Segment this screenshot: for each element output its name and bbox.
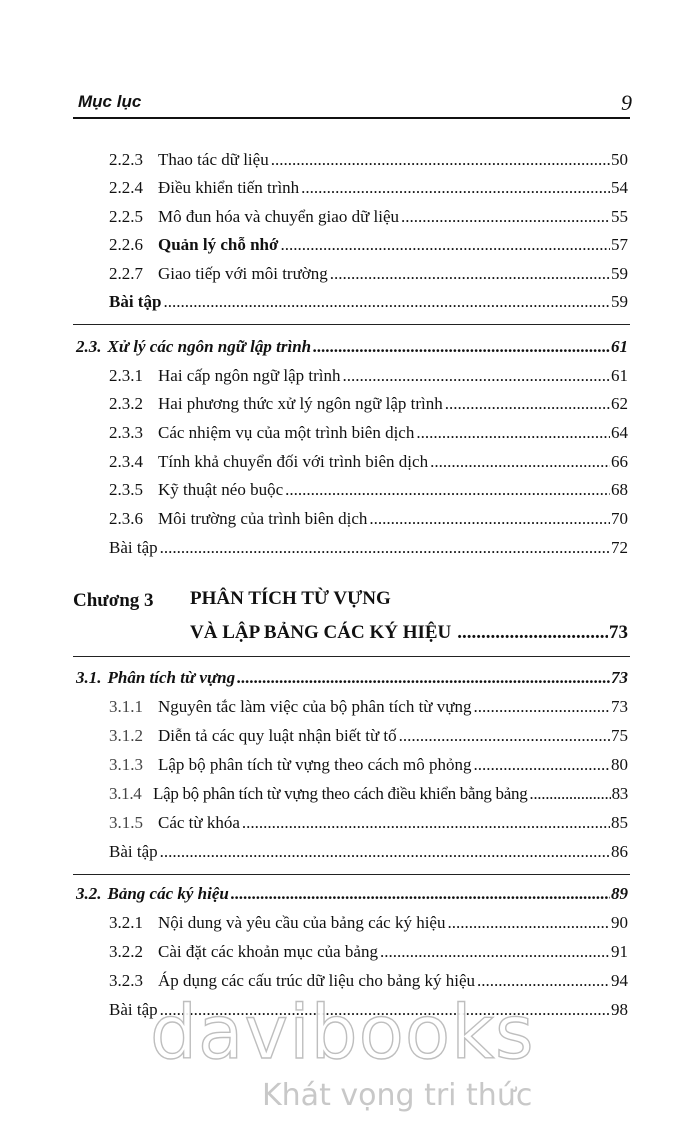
entry-title: Lập bộ phân tích từ vựng theo cách mô phỏng — [158, 755, 472, 774]
toc-section-3-1[interactable] — [76, 668, 628, 688]
entry-title: Kỹ thuật néo buộc — [158, 480, 284, 499]
toc-section-2-3[interactable] — [76, 337, 628, 357]
toc-entry-3-1-1[interactable] — [109, 697, 628, 717]
entry-title: Điều khiển tiến trình — [158, 178, 300, 197]
toc-section-3-2[interactable] — [76, 884, 628, 904]
section-title: Bảng các ký hiệu — [107, 884, 229, 903]
toc-entry-2-2-4[interactable] — [109, 178, 628, 198]
chapter-title-line2[interactable] — [190, 622, 628, 644]
entry-page: 75 — [611, 726, 628, 745]
section-title: Phân tích từ vựng — [107, 668, 236, 687]
entry-page: 86 — [611, 842, 628, 861]
entry-page: 55 — [611, 207, 628, 226]
entry-number: 3.1.4 — [109, 784, 142, 803]
section-page: 89 — [611, 884, 628, 903]
dot-leader — [401, 207, 610, 227]
entry-title: Quản lý chỗ nhớ — [158, 235, 279, 254]
entry-page: 83 — [611, 784, 628, 803]
toc-entry-exercises[interactable] — [109, 292, 628, 312]
toc-entry-3-1-2[interactable] — [109, 726, 628, 746]
toc-entry-3-2-2[interactable] — [109, 942, 628, 962]
section-page: 73 — [611, 668, 628, 687]
entry-page: 98 — [611, 1000, 628, 1019]
entry-page: 90 — [611, 913, 628, 932]
entry-title: Hai phương thức xử lý ngôn ngữ lập trình — [158, 394, 443, 413]
dot-leader — [242, 813, 610, 833]
entry-number: 2.3.5 — [109, 480, 143, 499]
chapter-page: 73 — [609, 622, 628, 643]
section-separator — [73, 324, 630, 325]
entry-page: 62 — [611, 394, 628, 413]
entry-page: 73 — [611, 697, 628, 716]
chapter-title-text: VÀ LẬP BẢNG CÁC KÝ HIỆU — [190, 622, 452, 643]
entry-title: Áp dụng các cấu trúc dữ liệu cho bảng ký hiệu — [158, 971, 475, 990]
dot-leader — [330, 264, 610, 284]
dot-leader — [399, 726, 610, 746]
entry-title: Lập bộ phân tích từ vựng theo cách điều khiển bằng bảng — [153, 784, 528, 803]
section-separator — [73, 656, 630, 657]
toc-entry-2-2-7[interactable] — [109, 264, 628, 284]
watermark-tagline: Khát vọng tri thức — [262, 1078, 533, 1113]
entry-page: 59 — [611, 292, 628, 311]
toc-entry-2-3-3[interactable] — [109, 423, 628, 443]
entry-number: 3.2.1 — [109, 913, 143, 932]
dot-leader — [313, 337, 610, 357]
entry-page: 80 — [611, 755, 628, 774]
toc-entry-exercises[interactable] — [109, 842, 628, 862]
entry-number: 3.1.2 — [109, 726, 143, 745]
dot-leader — [280, 235, 610, 255]
entry-number: 3.1.5 — [109, 813, 143, 832]
section-title: Xử lý các ngôn ngữ lập trình — [107, 337, 312, 356]
dot-leader — [416, 423, 610, 443]
dot-leader — [529, 784, 610, 804]
entry-number: 3.1.1 — [109, 697, 143, 716]
entry-number: 2.3.4 — [109, 452, 143, 471]
toc-entry-3-1-5[interactable] — [109, 813, 628, 833]
chapter-label: Chương 3 — [73, 590, 154, 611]
toc-entry-2-3-4[interactable] — [109, 452, 628, 472]
entry-page: 94 — [611, 971, 628, 990]
toc-entry-2-2-3[interactable] — [109, 150, 628, 170]
dot-leader — [380, 942, 610, 962]
dot-leader — [369, 509, 610, 529]
dot-leader — [163, 292, 610, 312]
entry-title: Nguyên tắc làm việc của bộ phân tích từ vựng — [158, 697, 472, 716]
dot-leader — [447, 913, 610, 933]
dot-leader — [430, 452, 610, 472]
entry-title: Diễn tả các quy luật nhận biết từ tố — [158, 726, 397, 745]
entry-title: Môi trường của trình biên dịch — [158, 509, 368, 528]
entry-number: 2.2.7 — [109, 264, 143, 283]
dot-leader — [237, 668, 610, 688]
dot-leader — [457, 622, 608, 644]
entry-page: 54 — [611, 178, 628, 197]
entry-number: 2.3.3 — [109, 423, 143, 442]
entry-page: 91 — [611, 942, 628, 961]
entry-title: Cài đặt các khoản mục của bảng — [158, 942, 378, 961]
dot-leader — [301, 178, 610, 198]
chapter-title-line1: PHÂN TÍCH TỪ VỰNG — [190, 588, 391, 609]
running-header-title: Mục lục — [78, 92, 142, 111]
header-rule — [73, 117, 630, 119]
section-number: 3.1. — [76, 668, 102, 687]
entry-page: 61 — [611, 366, 628, 385]
dot-leader — [445, 394, 610, 414]
entry-title: Hai cấp ngôn ngữ lập trình — [158, 366, 341, 385]
dot-leader — [271, 150, 610, 170]
toc-entry-3-1-4[interactable] — [109, 784, 628, 804]
toc-entry-2-2-6[interactable] — [109, 235, 628, 255]
entry-title: Nội dung và yêu cầu của bảng các ký hiệu — [158, 913, 446, 932]
entry-page: 72 — [611, 538, 628, 557]
entry-page: 85 — [611, 813, 628, 832]
toc-entry-3-1-3[interactable] — [109, 755, 628, 775]
dot-leader — [477, 971, 610, 991]
toc-entry-2-3-5[interactable] — [109, 480, 628, 500]
toc-entry-3-2-1[interactable] — [109, 913, 628, 933]
dot-leader — [285, 480, 610, 500]
entry-title: Các từ khóa — [158, 813, 240, 832]
entry-title: Tính khả chuyển đối với trình biên dịch — [158, 452, 429, 471]
dot-leader — [160, 842, 610, 862]
dot-leader — [342, 366, 610, 386]
entry-number: 3.1.3 — [109, 755, 143, 774]
toc-entry-2-3-6[interactable] — [109, 509, 628, 529]
entry-page: 59 — [611, 264, 628, 283]
entry-page: 66 — [611, 452, 628, 471]
watermark-brand: davibooks — [150, 990, 535, 1076]
dot-leader — [473, 697, 610, 717]
page-number: 9 — [621, 90, 632, 115]
entry-title: Giao tiếp với môi trường — [158, 264, 328, 283]
toc-entry-2-2-5[interactable] — [109, 207, 628, 227]
entry-title: Các nhiệm vụ của một trình biên dịch — [158, 423, 415, 442]
entry-page: 70 — [611, 509, 628, 528]
entry-number: 2.2.4 — [109, 178, 143, 197]
entry-page: 68 — [611, 480, 628, 499]
entry-title: Thao tác dữ liệu — [158, 150, 269, 169]
dot-leader — [474, 755, 611, 775]
entry-number: 2.2.5 — [109, 207, 143, 226]
entry-title: Bài tập — [109, 292, 162, 311]
entry-page: 64 — [611, 423, 628, 442]
entry-title: Mô đun hóa và chuyển giao dữ liệu — [158, 207, 400, 226]
section-number: 3.2. — [76, 884, 102, 903]
dot-leader — [231, 884, 610, 904]
toc-entry-3-2-3[interactable] — [109, 971, 628, 991]
toc-entry-2-3-1[interactable] — [109, 366, 628, 386]
entry-number: 3.2.2 — [109, 942, 143, 961]
entry-number: 2.3.1 — [109, 366, 143, 385]
dot-leader — [160, 538, 610, 558]
entry-page: 50 — [611, 150, 628, 169]
toc-entry-2-3-2[interactable] — [109, 394, 628, 414]
entry-page: 57 — [611, 235, 628, 254]
entry-title: Bài tập — [109, 842, 158, 861]
section-number: 2.3. — [76, 337, 102, 356]
section-separator — [73, 874, 630, 875]
entry-number: 2.3.6 — [109, 509, 143, 528]
entry-title: Bài tập — [109, 1000, 158, 1019]
section-page: 61 — [611, 337, 628, 356]
entry-number: 2.3.2 — [109, 394, 143, 413]
entry-number: 2.2.3 — [109, 150, 143, 169]
entry-number: 2.2.6 — [109, 235, 143, 254]
toc-entry-exercises[interactable] — [109, 538, 628, 558]
entry-number: 3.2.3 — [109, 971, 143, 990]
entry-title: Bài tập — [109, 538, 158, 557]
